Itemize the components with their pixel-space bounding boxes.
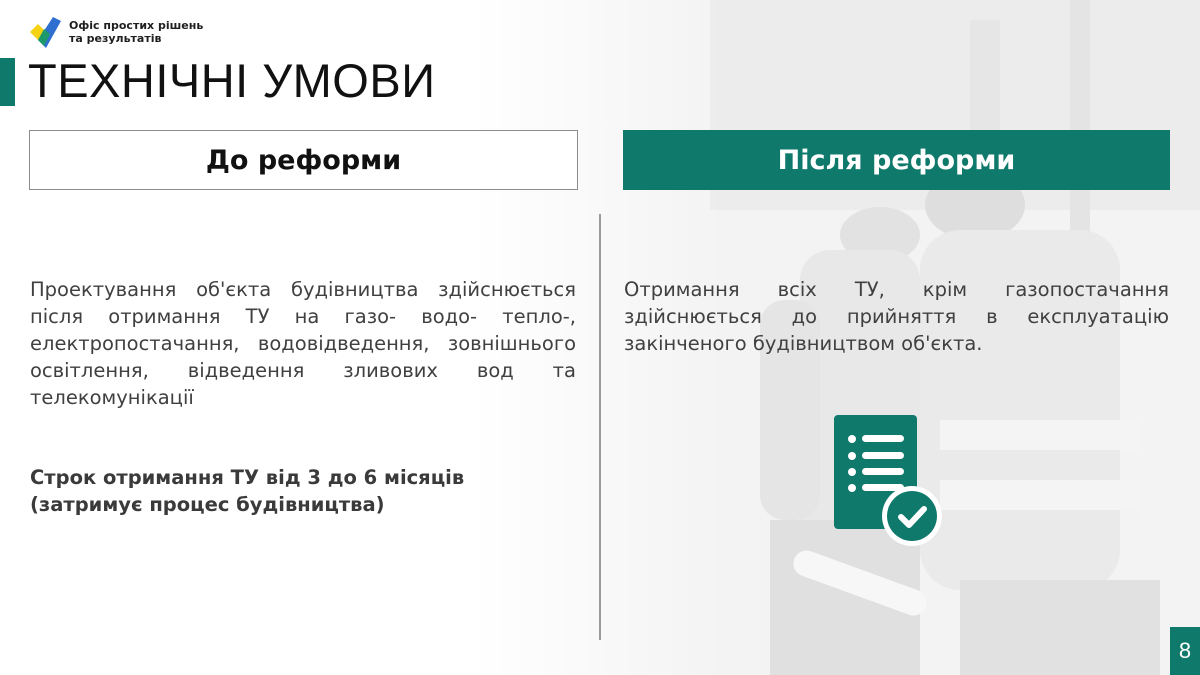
logo <box>28 15 209 49</box>
column-divider <box>599 214 601 640</box>
document-checklist-check-icon <box>832 414 944 548</box>
after-reform-text: Отримання всіх ТУ, крім газопостачання здійснюється до прийняття в експлуатацію закінченого будівництвом об'єкта. <box>624 278 1169 355</box>
page-title: ТЕХНІЧНІ УМОВИ <box>28 54 436 107</box>
logo-mark-icon <box>28 15 62 49</box>
before-reform-note: Строк отримання ТУ від 3 до 6 місяців (затримує процес будівництва) <box>30 466 465 516</box>
title-accent-bar <box>0 58 15 106</box>
before-reform-text: Проектування об'єкта будівництва здійснюється після отримання ТУ на газо- водо- тепло-, електропостачання, водовідведення, зовнішнього освітлення, відведення зливових вод та телекомунікації <box>30 278 576 409</box>
before-reform-header: До реформи <box>29 130 578 190</box>
after-reform-header: Після реформи <box>623 130 1170 190</box>
logo-text: Офіс простих рішень та результатів <box>69 19 204 45</box>
page-number: 8 <box>1170 627 1200 675</box>
